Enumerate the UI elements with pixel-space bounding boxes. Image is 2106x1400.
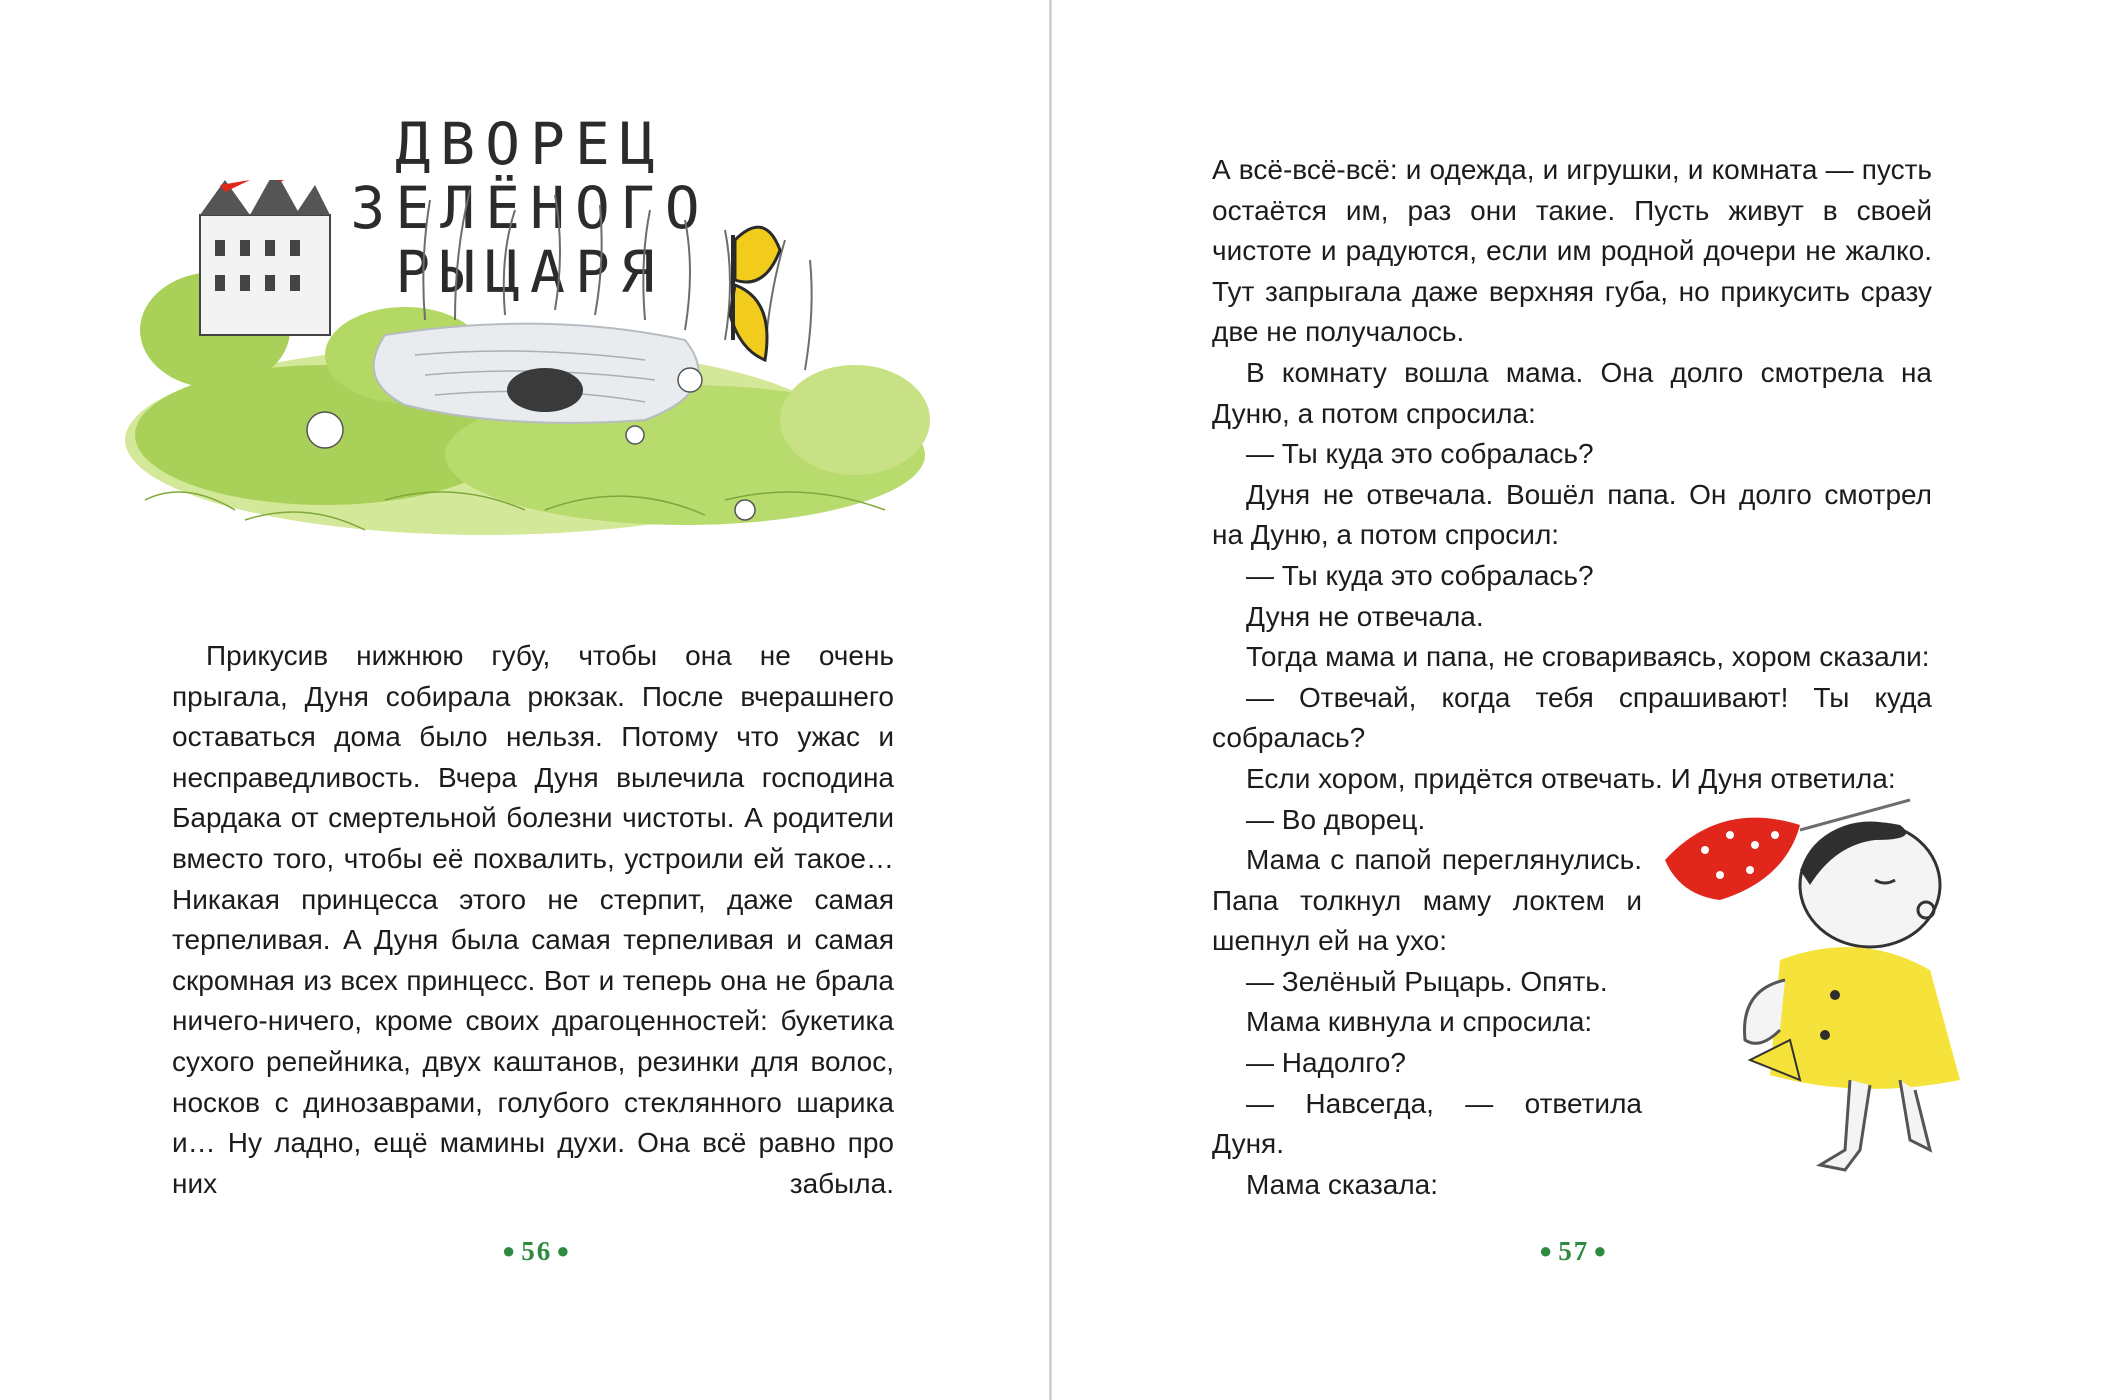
page-number-right: [1535, 1236, 1613, 1267]
dialogue-line: — Надолго?: [1246, 1047, 1406, 1079]
chapter-title-line-1: ДВОРЕЦ ЗЕЛЁНОГО: [350, 110, 710, 242]
girl-dress: [1750, 947, 1960, 1089]
left-page: [0, 0, 1049, 1400]
bullet-icon: ●: [556, 1238, 572, 1263]
dialogue-line: — Ты куда это собралась?: [1246, 438, 1594, 470]
dialogue-line: — Ты куда это собралась?: [1246, 559, 1594, 591]
bullet-icon: ●: [1593, 1238, 1609, 1263]
dialogue-line: — Навсегда, — ответила Дуня.: [1212, 1087, 1642, 1160]
paragraph: Дуня не отвечала.: [1246, 600, 1484, 632]
paragraph: Прикусив нижнюю губу, чтобы она не очень прыгала, Дуня собирала рюкзак. После вчерашнего оставаться дома было нельзя. Потому что ужас и несправедливость. Вчера Дуня вылечила господина Бардака от смертельной болезни чистоты. А родители вместо того, чтобы её похвалить, устроили ей такое… Никакая принцесса этого не стерпит, даже самая терпеливая. А Дуня была самая терпеливая и самая скромная из всех принцесс. Вот и теперь она не брала ничего-ничего, кроме своих драгоценностей: букетика сухого репейника, двух каштанов, резинки для волос, носков с динозаврами, голубого стеклянного шарика и… Ну ладно, ещё мамины духи. Она всё равно про них забыла.: [172, 640, 894, 1199]
page-number-text: 56: [521, 1236, 553, 1266]
page-number-left: [498, 1236, 576, 1267]
paragraph: А всё-всё-всё: и одежда, и игрушки, и комната — пусть остаётся им, раз они такие. Пусть живут в своей чистоте и радуются, если им родной дочери не жалко. Тут запрыгала даже верхняя губа, но прикусить сразу две не получалось.: [1212, 154, 1932, 348]
paragraph: В комнату вошла мама. Она долго смотрела на Дуню, а потом спросила:: [1212, 356, 1932, 429]
paragraph: Мама сказала:: [1246, 1168, 1439, 1200]
dialogue-line: — Отвечай, когда тебя спрашивают! Ты куда собралась?: [1212, 681, 1932, 754]
girl-with-bundle-illustration: [1660, 790, 1990, 1190]
paragraph: Мама кивнула и спросила:: [1246, 1006, 1593, 1038]
castle-icon: [200, 180, 330, 335]
left-page-body: [172, 636, 894, 1204]
dialogue-line: — Зелёный Рыцарь. Опять.: [1246, 965, 1608, 997]
paragraph: Дуня не отвечала. Вошёл папа. Он долго смотрел на Дуню, а потом спросил:: [1212, 478, 1932, 551]
paragraph: Тогда мама и папа, не сговариваясь, хором сказали:: [1246, 641, 1930, 673]
bullet-icon: ●: [502, 1238, 518, 1263]
landscape-illustration: [125, 180, 955, 580]
paragraph: Мама с папой переглянулись. Папа толкнул маму локтем и шепнул ей на ухо:: [1212, 844, 1642, 957]
paragraph: Если хором, придётся отвечать. И Дуня ответила:: [1246, 762, 1896, 794]
dark-bush: [507, 368, 583, 412]
right-page: [1052, 0, 2106, 1400]
bullet-icon: ●: [1539, 1238, 1555, 1263]
chapter-title-line-2: РЫЦАРЯ: [395, 238, 665, 306]
girl-head: [1800, 822, 1940, 947]
page-number-text: 57: [1558, 1236, 1590, 1266]
dialogue-line: — Во дворец.: [1246, 803, 1426, 835]
